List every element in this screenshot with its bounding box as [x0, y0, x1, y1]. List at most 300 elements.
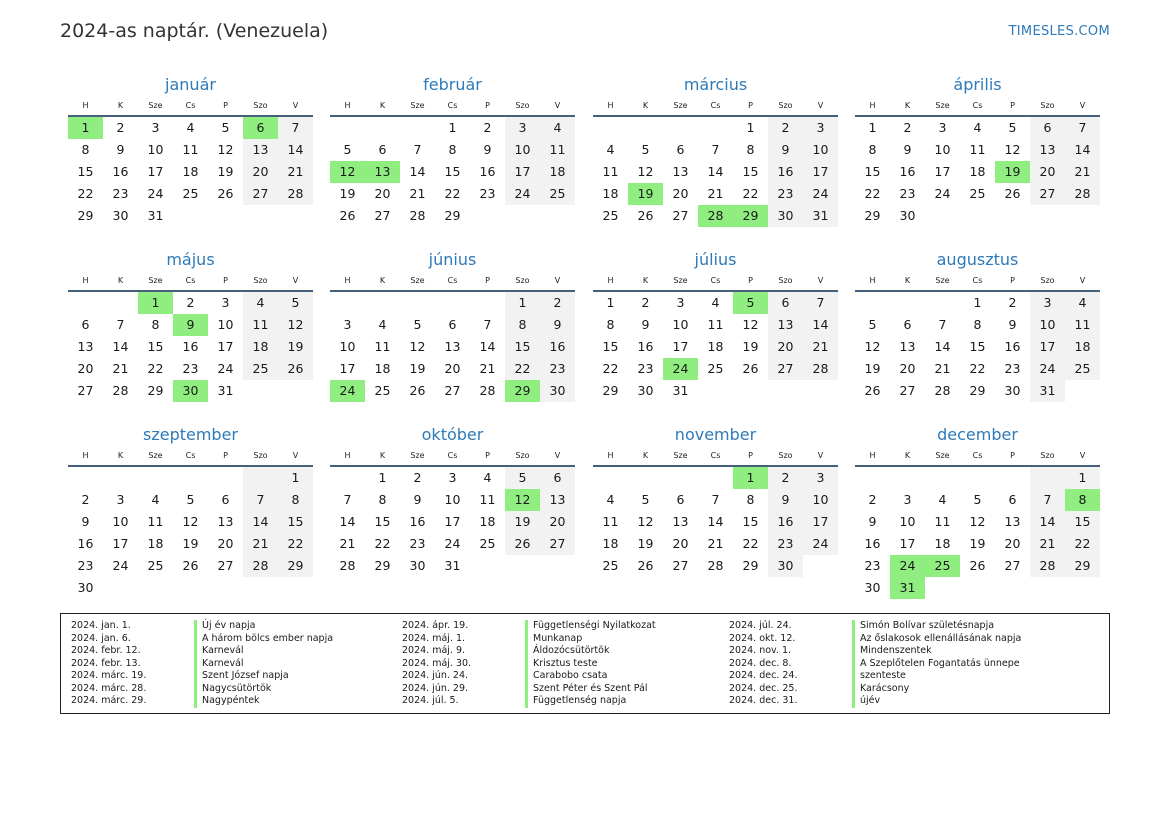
day-cell[interactable]: 3 [116, 492, 125, 507]
day-cell[interactable]: 11 [374, 339, 391, 354]
day-cell[interactable]: 6 [768, 292, 803, 314]
day-cell[interactable]: 27 [217, 558, 234, 573]
day-cell[interactable]: 21 [707, 536, 724, 551]
day-cell[interactable]: 12 [409, 339, 426, 354]
day-cell[interactable]: 26 [409, 383, 426, 398]
day-cell[interactable]: 18 [540, 161, 575, 183]
day-cell[interactable]: 16 [182, 339, 199, 354]
day-cell[interactable]: 20 [243, 161, 278, 183]
day-cell[interactable]: 6 [378, 142, 387, 157]
day-cell[interactable]: 3 [1030, 292, 1065, 314]
day-cell[interactable]: 20 [444, 361, 461, 376]
day-cell[interactable]: 28 [934, 383, 951, 398]
day-cell[interactable]: 2 [483, 120, 492, 135]
day-cell[interactable]: 2 [903, 120, 912, 135]
day-cell[interactable]: 2 [641, 295, 650, 310]
day-cell[interactable]: 4 [938, 492, 947, 507]
day-cell[interactable]: 20 [1004, 536, 1021, 551]
day-cell[interactable]: 18 [934, 536, 951, 551]
day-cell[interactable]: 9 [868, 514, 877, 529]
day-cell[interactable]: 31 [803, 205, 838, 227]
day-cell[interactable]: 4 [1065, 292, 1100, 314]
day-cell[interactable]: 6 [221, 492, 230, 507]
day-cell[interactable]: 25 [602, 558, 619, 573]
day-cell[interactable]: 17 [672, 339, 689, 354]
day-cell[interactable]: 26 [182, 558, 199, 573]
day-cell[interactable]: 29 [278, 555, 313, 577]
day-cell[interactable]: 27 [672, 208, 689, 223]
day-cell[interactable]: 13 [768, 314, 803, 336]
day-cell[interactable]: 24 [505, 183, 540, 205]
day-cell[interactable]: 26 [637, 558, 654, 573]
day-cell[interactable]: 15 [602, 339, 619, 354]
day-cell[interactable]: 20 [540, 511, 575, 533]
day-cell[interactable]: 6 [903, 317, 912, 332]
day-cell[interactable]: 14 [934, 339, 951, 354]
day-cell[interactable]: 2 [540, 292, 575, 314]
day-cell[interactable]: 25 [540, 183, 575, 205]
day-cell[interactable]: 15 [505, 336, 540, 358]
day-cell[interactable]: 30 [409, 558, 426, 573]
day-cell[interactable]: 3 [448, 470, 457, 485]
day-cell[interactable]: 5 [413, 317, 422, 332]
day-cell[interactable]: 6 [676, 492, 685, 507]
holiday-day[interactable]: 9 [173, 314, 208, 336]
day-cell[interactable]: 13 [243, 139, 278, 161]
day-cell[interactable]: 27 [77, 383, 94, 398]
day-cell[interactable]: 22 [742, 536, 759, 551]
day-cell[interactable]: 7 [343, 492, 352, 507]
day-cell[interactable]: 12 [637, 164, 654, 179]
day-cell[interactable]: 17 [339, 361, 356, 376]
day-cell[interactable]: 8 [448, 142, 457, 157]
day-cell[interactable]: 29 [1065, 555, 1100, 577]
day-cell[interactable]: 26 [637, 208, 654, 223]
day-cell[interactable]: 2 [1008, 295, 1017, 310]
day-cell[interactable]: 8 [746, 142, 755, 157]
day-cell[interactable]: 2 [768, 117, 803, 139]
day-cell[interactable]: 12 [969, 514, 986, 529]
day-cell[interactable]: 7 [711, 142, 720, 157]
day-cell[interactable]: 9 [768, 139, 803, 161]
day-cell[interactable]: 14 [707, 164, 724, 179]
day-cell[interactable]: 3 [938, 120, 947, 135]
day-cell[interactable]: 12 [278, 314, 313, 336]
day-cell[interactable]: 30 [864, 580, 881, 595]
day-cell[interactable]: 3 [903, 492, 912, 507]
day-cell[interactable]: 21 [934, 361, 951, 376]
day-cell[interactable]: 9 [768, 489, 803, 511]
day-cell[interactable]: 5 [1008, 120, 1017, 135]
day-cell[interactable]: 18 [374, 361, 391, 376]
day-cell[interactable]: 17 [899, 536, 916, 551]
holiday-day[interactable]: 28 [698, 205, 733, 227]
day-cell[interactable]: 22 [77, 186, 94, 201]
day-cell[interactable]: 28 [803, 358, 838, 380]
day-cell[interactable]: 14 [479, 339, 496, 354]
day-cell[interactable]: 28 [278, 183, 313, 205]
day-cell[interactable]: 1 [505, 292, 540, 314]
day-cell[interactable]: 9 [483, 142, 492, 157]
day-cell[interactable]: 29 [602, 383, 619, 398]
day-cell[interactable]: 7 [483, 317, 492, 332]
day-cell[interactable]: 20 [672, 536, 689, 551]
day-cell[interactable]: 17 [444, 514, 461, 529]
day-cell[interactable]: 2 [868, 492, 877, 507]
day-cell[interactable]: 31 [217, 383, 234, 398]
day-cell[interactable]: 17 [147, 164, 164, 179]
day-cell[interactable]: 23 [768, 533, 803, 555]
day-cell[interactable]: 28 [1065, 183, 1100, 205]
day-cell[interactable]: 9 [1008, 317, 1017, 332]
day-cell[interactable]: 10 [1030, 314, 1065, 336]
day-cell[interactable]: 30 [540, 380, 575, 402]
day-cell[interactable]: 5 [973, 492, 982, 507]
day-cell[interactable]: 27 [243, 183, 278, 205]
day-cell[interactable]: 11 [182, 142, 199, 157]
day-cell[interactable]: 10 [899, 514, 916, 529]
day-cell[interactable]: 18 [602, 186, 619, 201]
day-cell[interactable]: 25 [602, 208, 619, 223]
day-cell[interactable]: 6 [448, 317, 457, 332]
day-cell[interactable]: 31 [1030, 380, 1065, 402]
day-cell[interactable]: 14 [803, 314, 838, 336]
holiday-day[interactable]: 1 [733, 467, 768, 489]
day-cell[interactable]: 5 [186, 492, 195, 507]
day-cell[interactable]: 1 [378, 470, 387, 485]
day-cell[interactable]: 20 [374, 186, 391, 201]
day-cell[interactable]: 5 [278, 292, 313, 314]
day-cell[interactable]: 13 [1030, 139, 1065, 161]
day-cell[interactable]: 7 [116, 317, 125, 332]
day-cell[interactable]: 22 [374, 536, 391, 551]
day-cell[interactable]: 27 [444, 383, 461, 398]
day-cell[interactable]: 9 [81, 514, 90, 529]
day-cell[interactable]: 24 [217, 361, 234, 376]
day-cell[interactable]: 6 [540, 467, 575, 489]
day-cell[interactable]: 16 [479, 164, 496, 179]
day-cell[interactable]: 8 [81, 142, 90, 157]
holiday-day[interactable]: 25 [925, 555, 960, 577]
day-cell[interactable]: 23 [864, 558, 881, 573]
day-cell[interactable]: 17 [217, 339, 234, 354]
day-cell[interactable]: 30 [112, 208, 129, 223]
day-cell[interactable]: 23 [112, 186, 129, 201]
holiday-day[interactable]: 13 [365, 161, 400, 183]
day-cell[interactable]: 25 [374, 383, 391, 398]
day-cell[interactable]: 27 [374, 208, 391, 223]
day-cell[interactable]: 15 [147, 339, 164, 354]
day-cell[interactable]: 8 [151, 317, 160, 332]
day-cell[interactable]: 22 [602, 361, 619, 376]
day-cell[interactable]: 13 [77, 339, 94, 354]
day-cell[interactable]: 1 [746, 120, 755, 135]
day-cell[interactable]: 10 [112, 514, 129, 529]
day-cell[interactable]: 1 [1065, 467, 1100, 489]
day-cell[interactable]: 22 [505, 358, 540, 380]
day-cell[interactable]: 4 [378, 317, 387, 332]
day-cell[interactable]: 7 [1030, 489, 1065, 511]
day-cell[interactable]: 27 [672, 558, 689, 573]
day-cell[interactable]: 28 [243, 555, 278, 577]
day-cell[interactable]: 13 [672, 514, 689, 529]
day-cell[interactable]: 23 [409, 536, 426, 551]
day-cell[interactable]: 9 [903, 142, 912, 157]
day-cell[interactable]: 30 [768, 555, 803, 577]
day-cell[interactable]: 13 [540, 489, 575, 511]
day-cell[interactable]: 10 [803, 139, 838, 161]
holiday-day[interactable]: 12 [505, 489, 540, 511]
brand-link[interactable]: TIMESLES.COM [1008, 24, 1110, 39]
day-cell[interactable]: 3 [803, 117, 838, 139]
day-cell[interactable]: 30 [77, 580, 94, 595]
day-cell[interactable]: 13 [1004, 514, 1021, 529]
day-cell[interactable]: 15 [1065, 511, 1100, 533]
day-cell[interactable]: 25 [243, 358, 278, 380]
day-cell[interactable]: 25 [479, 536, 496, 551]
day-cell[interactable]: 21 [707, 186, 724, 201]
day-cell[interactable]: 27 [899, 383, 916, 398]
day-cell[interactable]: 6 [81, 317, 90, 332]
day-cell[interactable]: 15 [969, 339, 986, 354]
day-cell[interactable]: 2 [186, 295, 195, 310]
day-cell[interactable]: 14 [339, 514, 356, 529]
day-cell[interactable]: 1 [868, 120, 877, 135]
day-cell[interactable]: 19 [742, 339, 759, 354]
day-cell[interactable]: 29 [742, 558, 759, 573]
day-cell[interactable]: 23 [77, 558, 94, 573]
day-cell[interactable]: 3 [343, 317, 352, 332]
day-cell[interactable]: 19 [969, 536, 986, 551]
day-cell[interactable]: 24 [444, 536, 461, 551]
day-cell[interactable]: 23 [899, 186, 916, 201]
day-cell[interactable]: 9 [641, 317, 650, 332]
day-cell[interactable]: 21 [803, 336, 838, 358]
holiday-day[interactable]: 30 [173, 380, 208, 402]
day-cell[interactable]: 9 [116, 142, 125, 157]
day-cell[interactable]: 28 [339, 558, 356, 573]
day-cell[interactable]: 19 [864, 361, 881, 376]
day-cell[interactable]: 13 [899, 339, 916, 354]
day-cell[interactable]: 24 [803, 183, 838, 205]
day-cell[interactable]: 30 [637, 383, 654, 398]
holiday-day[interactable]: 19 [628, 183, 663, 205]
day-cell[interactable]: 7 [413, 142, 422, 157]
day-cell[interactable]: 4 [151, 492, 160, 507]
day-cell[interactable]: 13 [444, 339, 461, 354]
day-cell[interactable]: 8 [746, 492, 755, 507]
day-cell[interactable]: 20 [899, 361, 916, 376]
day-cell[interactable]: 25 [182, 186, 199, 201]
day-cell[interactable]: 5 [505, 467, 540, 489]
day-cell[interactable]: 20 [1030, 161, 1065, 183]
holiday-day[interactable]: 8 [1065, 489, 1100, 511]
day-cell[interactable]: 19 [339, 186, 356, 201]
day-cell[interactable]: 14 [1065, 139, 1100, 161]
day-cell[interactable]: 18 [479, 514, 496, 529]
day-cell[interactable]: 10 [934, 142, 951, 157]
day-cell[interactable]: 4 [973, 120, 982, 135]
day-cell[interactable]: 14 [1030, 511, 1065, 533]
holiday-day[interactable]: 24 [663, 358, 698, 380]
day-cell[interactable]: 29 [864, 208, 881, 223]
day-cell[interactable]: 11 [934, 514, 951, 529]
day-cell[interactable]: 20 [672, 186, 689, 201]
day-cell[interactable]: 4 [483, 470, 492, 485]
holiday-day[interactable]: 31 [890, 577, 925, 599]
day-cell[interactable]: 16 [637, 339, 654, 354]
day-cell[interactable]: 18 [1065, 336, 1100, 358]
day-cell[interactable]: 18 [602, 536, 619, 551]
day-cell[interactable]: 31 [147, 208, 164, 223]
day-cell[interactable]: 26 [864, 383, 881, 398]
day-cell[interactable]: 24 [934, 186, 951, 201]
day-cell[interactable]: 7 [711, 492, 720, 507]
holiday-day[interactable]: 1 [138, 292, 173, 314]
day-cell[interactable]: 18 [182, 164, 199, 179]
day-cell[interactable]: 16 [899, 164, 916, 179]
day-cell[interactable]: 17 [803, 161, 838, 183]
day-cell[interactable]: 6 [1008, 492, 1017, 507]
day-cell[interactable]: 23 [182, 361, 199, 376]
day-cell[interactable]: 11 [969, 142, 986, 157]
day-cell[interactable]: 6 [676, 142, 685, 157]
day-cell[interactable]: 29 [969, 383, 986, 398]
day-cell[interactable]: 5 [868, 317, 877, 332]
day-cell[interactable]: 27 [1004, 558, 1021, 573]
day-cell[interactable]: 25 [969, 186, 986, 201]
day-cell[interactable]: 23 [1004, 361, 1021, 376]
day-cell[interactable]: 12 [864, 339, 881, 354]
day-cell[interactable]: 5 [343, 142, 352, 157]
day-cell[interactable]: 28 [112, 383, 129, 398]
day-cell[interactable]: 10 [505, 139, 540, 161]
day-cell[interactable]: 8 [505, 314, 540, 336]
day-cell[interactable]: 12 [182, 514, 199, 529]
day-cell[interactable]: 11 [243, 314, 278, 336]
day-cell[interactable]: 21 [243, 533, 278, 555]
day-cell[interactable]: 19 [637, 536, 654, 551]
day-cell[interactable]: 29 [444, 208, 461, 223]
day-cell[interactable]: 7 [803, 292, 838, 314]
holiday-day[interactable]: 24 [330, 380, 365, 402]
day-cell[interactable]: 31 [444, 558, 461, 573]
day-cell[interactable]: 21 [479, 361, 496, 376]
day-cell[interactable]: 15 [77, 164, 94, 179]
day-cell[interactable]: 4 [186, 120, 195, 135]
day-cell[interactable]: 24 [1030, 358, 1065, 380]
day-cell[interactable]: 18 [147, 536, 164, 551]
day-cell[interactable]: 13 [217, 514, 234, 529]
day-cell[interactable]: 3 [676, 295, 685, 310]
day-cell[interactable]: 18 [969, 164, 986, 179]
day-cell[interactable]: 24 [147, 186, 164, 201]
day-cell[interactable]: 11 [602, 514, 619, 529]
day-cell[interactable]: 10 [339, 339, 356, 354]
day-cell[interactable]: 2 [413, 470, 422, 485]
day-cell[interactable]: 1 [606, 295, 615, 310]
day-cell[interactable]: 19 [409, 361, 426, 376]
day-cell[interactable]: 5 [221, 120, 230, 135]
day-cell[interactable]: 23 [768, 183, 803, 205]
day-cell[interactable]: 19 [505, 511, 540, 533]
day-cell[interactable]: 29 [147, 383, 164, 398]
day-cell[interactable]: 26 [1004, 186, 1021, 201]
holiday-day[interactable]: 29 [733, 205, 768, 227]
day-cell[interactable]: 14 [278, 139, 313, 161]
day-cell[interactable]: 3 [505, 117, 540, 139]
day-cell[interactable]: 22 [1065, 533, 1100, 555]
day-cell[interactable]: 20 [217, 536, 234, 551]
day-cell[interactable]: 14 [243, 511, 278, 533]
day-cell[interactable]: 18 [707, 339, 724, 354]
day-cell[interactable]: 16 [1004, 339, 1021, 354]
day-cell[interactable]: 12 [217, 142, 234, 157]
day-cell[interactable]: 19 [182, 536, 199, 551]
day-cell[interactable]: 4 [606, 142, 615, 157]
day-cell[interactable]: 10 [803, 489, 838, 511]
day-cell[interactable]: 10 [147, 142, 164, 157]
day-cell[interactable]: 22 [742, 186, 759, 201]
day-cell[interactable]: 19 [278, 336, 313, 358]
day-cell[interactable]: 5 [641, 142, 650, 157]
day-cell[interactable]: 22 [864, 186, 881, 201]
holiday-day[interactable]: 29 [505, 380, 540, 402]
day-cell[interactable]: 4 [711, 295, 720, 310]
day-cell[interactable]: 2 [116, 120, 125, 135]
day-cell[interactable]: 27 [768, 358, 803, 380]
holiday-day[interactable]: 24 [890, 555, 925, 577]
day-cell[interactable]: 10 [217, 317, 234, 332]
day-cell[interactable]: 11 [602, 164, 619, 179]
day-cell[interactable]: 7 [243, 489, 278, 511]
day-cell[interactable]: 17 [1030, 336, 1065, 358]
day-cell[interactable]: 29 [374, 558, 391, 573]
day-cell[interactable]: 25 [707, 361, 724, 376]
day-cell[interactable]: 26 [969, 558, 986, 573]
day-cell[interactable]: 29 [77, 208, 94, 223]
day-cell[interactable]: 25 [147, 558, 164, 573]
day-cell[interactable]: 8 [868, 142, 877, 157]
day-cell[interactable]: 16 [409, 514, 426, 529]
day-cell[interactable]: 15 [374, 514, 391, 529]
day-cell[interactable]: 15 [864, 164, 881, 179]
day-cell[interactable]: 2 [81, 492, 90, 507]
day-cell[interactable]: 1 [973, 295, 982, 310]
day-cell[interactable]: 17 [803, 511, 838, 533]
day-cell[interactable]: 19 [217, 164, 234, 179]
day-cell[interactable]: 12 [1004, 142, 1021, 157]
day-cell[interactable]: 21 [1030, 533, 1065, 555]
day-cell[interactable]: 26 [742, 361, 759, 376]
day-cell[interactable]: 28 [479, 383, 496, 398]
day-cell[interactable]: 12 [637, 514, 654, 529]
holiday-day[interactable]: 6 [243, 117, 278, 139]
day-cell[interactable]: 20 [77, 361, 94, 376]
day-cell[interactable]: 24 [112, 558, 129, 573]
day-cell[interactable]: 8 [606, 317, 615, 332]
day-cell[interactable]: 30 [1004, 383, 1021, 398]
day-cell[interactable]: 28 [707, 558, 724, 573]
day-cell[interactable]: 28 [1030, 555, 1065, 577]
day-cell[interactable]: 11 [540, 139, 575, 161]
day-cell[interactable]: 15 [444, 164, 461, 179]
day-cell[interactable]: 23 [637, 361, 654, 376]
day-cell[interactable]: 22 [444, 186, 461, 201]
day-cell[interactable]: 4 [243, 292, 278, 314]
day-cell[interactable]: 2 [768, 467, 803, 489]
day-cell[interactable]: 21 [409, 186, 426, 201]
